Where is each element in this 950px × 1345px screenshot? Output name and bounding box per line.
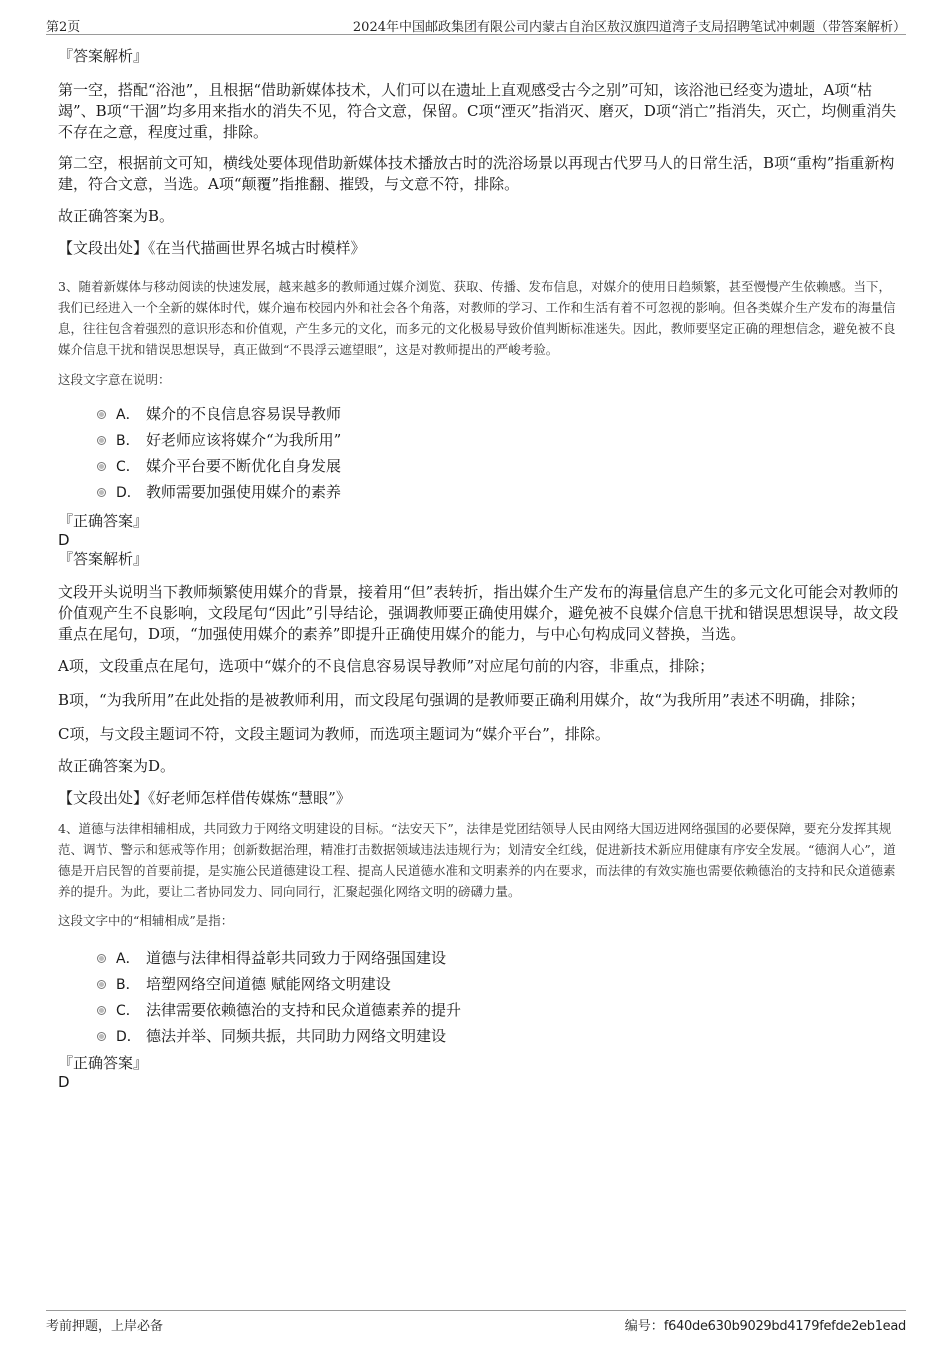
analysis-label: 『答案解析』 bbox=[58, 550, 149, 568]
radio-icon[interactable] bbox=[97, 462, 106, 471]
answer-conclusion: 故正确答案为B。 bbox=[58, 207, 175, 225]
radio-icon[interactable] bbox=[97, 980, 106, 989]
document-title: 2024年中国邮政集团有限公司内蒙古自治区敖汉旗四道湾子支局招聘笔试冲刺题（带答案解析） bbox=[352, 20, 906, 35]
answer-conclusion: 故正确答案为D。 bbox=[58, 757, 176, 775]
correct-answer: D bbox=[58, 1073, 70, 1091]
analysis-label: 『答案解析』 bbox=[58, 47, 149, 65]
question-prompt: 这段文字意在说明： bbox=[58, 372, 171, 387]
analysis-paragraph: A项，文段重点在尾句，选项中“媒介的不良信息容易误导教师”对应尾句前的内容，非重点，排除； bbox=[58, 657, 715, 675]
footer-slogan: 考前押题，上岸必备 bbox=[46, 1319, 164, 1334]
correct-answer-label: 『正确答案』 bbox=[58, 512, 149, 530]
option-b[interactable]: B． 培塑网络空间道德 赋能网络文明建设 bbox=[58, 971, 900, 997]
radio-icon[interactable] bbox=[97, 436, 106, 445]
option-d[interactable]: D． 德法并举、同频共振，共同助力网络文明建设 bbox=[58, 1023, 900, 1049]
source-citation: 【文段出处】《好老师怎样借传媒炼“慧眼”》 bbox=[58, 789, 351, 807]
question-text: 4、道德与法律相辅相成，共同致力于网络文明建设的目标。“法安天下”，法律是党团结领导人民由网络大国迈进网络强国的必要保障，要充分发挥其规范、调节、警示和惩戒等作用；创新数据治理，精准打击数据领域违法违规行为；划清安全红线，促进新技术新应用健康有序安全发展。“德润人心”，道德是开启民智的首要前提，是实施公民道德建设工程、提高人民道德水准和文明素养的内在要求，而法律的有效实施也需要依赖德治的支持和民众道德素养的提升。为此，要让二者协同发力、同向同行，汇聚起强化网络文明的磅礴力量。 bbox=[58, 821, 896, 899]
page-footer bbox=[46, 1310, 906, 1333]
option-c[interactable]: C． 媒介平台要不断优化自身发展 bbox=[58, 453, 900, 479]
analysis-paragraph: 第二空，根据前文可知，横线处要体现借助新媒体技术播放古时的洗浴场景以再现古代罗马人的日常生活，B项“重构”指重新构建，符合文意，当选。A项“颠覆”指推翻、摧毁，与文意不符，排除。 bbox=[58, 154, 895, 193]
analysis-paragraph: 文段开头说明当下教师频繁使用媒介的背景，接着用“但”表转折，指出媒介生产发布的海量信息产生的多元文化可能会对教师的价值观产生不良影响，文段尾句“因此”引导结论，强调教师要正确使用媒介，避免被不良媒介信息干扰和错误思想误导，故文段重点在尾句，D项，“加强使用媒介的素养”即提升正确使用媒介的能力，与中心句构成同义替换，当选。 bbox=[58, 583, 899, 643]
page-number: 第2页 bbox=[46, 20, 81, 35]
question-prompt: 这段文字中的“相辅相成”是指： bbox=[58, 913, 234, 928]
option-d[interactable]: D． 教师需要加强使用媒介的素养 bbox=[58, 479, 900, 505]
radio-icon[interactable] bbox=[97, 1006, 106, 1015]
question-text: 3、随着新媒体与移动阅读的快速发展，越来越多的教师通过媒介浏览、获取、传播、发布信息，对媒介的使用日趋频繁，甚至慢慢产生依赖感。当下，我们已经进入一个全新的媒体时代，媒介遍布校园内外和社会各个角落，对教师的学习、工作和生活有着不可忽视的影响。但各类媒介生产发布的海量信息，往往包含着强烈的意识形态和价值观，产生多元的文化，而多元的文化极易导致价值判断标准迷失。因此，教师要坚定正确的理想信念，避免被不良媒介信息干扰和错误思想误导，真正做到“不畏浮云遮望眼”，这是对教师提出的严峻考验。 bbox=[58, 279, 896, 357]
option-c[interactable]: C． 法律需要依赖德治的支持和民众道德素养的提升 bbox=[58, 997, 900, 1023]
radio-icon[interactable] bbox=[97, 488, 106, 497]
analysis-paragraph: B项，“为我所用”在此处指的是被教师利用，而文段尾句强调的是教师要正确利用媒介，故“为我所用”表述不明确，排除； bbox=[58, 691, 865, 709]
option-list bbox=[58, 945, 900, 1049]
correct-answer-label: 『正确答案』 bbox=[58, 1054, 149, 1072]
option-list bbox=[58, 401, 900, 505]
document-body bbox=[58, 44, 900, 1091]
document-code: 编号：f640de630b9029bd4179fefde2eb1ead bbox=[624, 1319, 906, 1334]
radio-icon[interactable] bbox=[97, 1032, 106, 1041]
analysis-paragraph: 第一空，搭配“浴池”，且根据“借助新媒体技术，人们可以在遗址上直观感受古今之别”可知，该浴池已经变为遗址，A项“枯竭”、B项“干涸”均多用来指水的消失不见，符合文意，保留。C项“湮灭”指消灭、磨灭，D项“消亡”指消失，灭亡，均侧重消失不存在之意，程度过重，排除。 bbox=[58, 81, 897, 141]
correct-answer: D bbox=[58, 531, 70, 549]
option-a[interactable]: A． 道德与法律相得益彰共同致力于网络强国建设 bbox=[58, 945, 900, 971]
option-a[interactable]: A． 媒介的不良信息容易误导教师 bbox=[58, 401, 900, 427]
radio-icon[interactable] bbox=[97, 954, 106, 963]
source-citation: 【文段出处】《在当代描画世界名城古时模样》 bbox=[58, 239, 366, 257]
page-header bbox=[46, 14, 906, 35]
option-b[interactable]: B． 好老师应该将媒介“为我所用” bbox=[58, 427, 900, 453]
radio-icon[interactable] bbox=[97, 410, 106, 419]
analysis-paragraph: C项，与文段主题词不符，文段主题词为教师，而选项主题词为“媒介平台”，排除。 bbox=[58, 725, 610, 743]
